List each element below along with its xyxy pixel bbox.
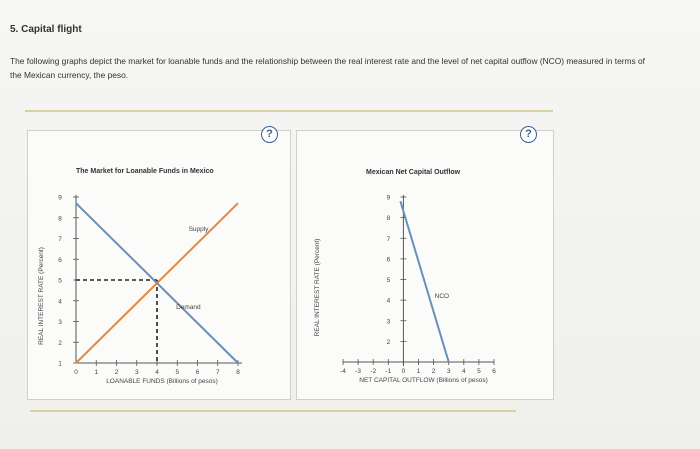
x-tick-label: 4 <box>155 369 159 376</box>
y-tick-label: 3 <box>386 318 391 326</box>
question-title: 5. Capital flight <box>10 24 82 35</box>
chart-title-loanable-funds: The Market for Loanable Funds in Mexico <box>76 168 214 175</box>
y-tick-label: 3 <box>58 319 62 326</box>
y-tick-label: 8 <box>58 215 62 223</box>
x-tick-label: -3 <box>355 368 361 375</box>
x-tick-label: 7 <box>215 369 220 376</box>
y-axis-label: REAL INTEREST RATE (Percent) <box>38 247 45 345</box>
x-axis-label: NET CAPITAL OUTFLOW (Billions of pesos) <box>359 377 488 384</box>
y-tick-label: 9 <box>58 194 62 202</box>
x-tick-label: 1 <box>94 369 99 376</box>
question-text: The following graphs depict the market for loanable funds and the relationship between the real interest rate and the level of net capital outflow (NCO) measured in terms of the Mexican currency, the peso. <box>10 56 645 80</box>
y-tick-label: 5 <box>58 277 62 285</box>
x-tick-label: -1 <box>385 368 392 375</box>
y-tick-label: 7 <box>58 236 62 243</box>
y-tick-label: 1 <box>58 360 62 368</box>
divider-bottom <box>30 410 516 412</box>
y-tick-label: 7 <box>386 235 391 243</box>
x-tick-label: 2 <box>431 368 436 375</box>
x-tick-label: -4 <box>340 368 346 375</box>
x-tick-label: 0 <box>401 368 406 375</box>
x-tick-label: 2 <box>114 369 119 376</box>
x-tick-label: 5 <box>477 368 481 375</box>
y-tick-label: 4 <box>386 297 391 305</box>
x-tick-label: 3 <box>446 368 451 375</box>
y-tick-label: 4 <box>58 298 62 306</box>
x-axis-label: LOANABLE FUNDS (Billions of pesos) <box>106 378 218 385</box>
chart-title-nco: Mexican Net Capital Outflow <box>366 169 461 176</box>
y-tick-label: 2 <box>386 338 391 346</box>
x-tick-label: 3 <box>134 369 139 376</box>
y-tick-label: 8 <box>386 215 391 223</box>
x-tick-label: 1 <box>416 368 421 375</box>
nco-label: NCO <box>434 293 450 301</box>
x-tick-label: 5 <box>175 369 180 376</box>
x-tick-label: 8 <box>236 369 240 376</box>
y-tick-label: 2 <box>58 339 62 347</box>
help-icon[interactable]: ? <box>520 126 537 143</box>
x-tick-label: 4 <box>461 368 466 375</box>
help-icon[interactable]: ? <box>261 126 278 143</box>
y-tick-label: 6 <box>58 256 62 264</box>
y-axis-label: REAL INTEREST RATE (Percent) <box>314 238 321 337</box>
x-tick-label: 0 <box>74 369 78 376</box>
x-tick-label: 6 <box>492 368 496 375</box>
nco-curve <box>400 201 448 362</box>
x-tick-label: 6 <box>195 369 200 376</box>
y-tick-label: 6 <box>386 256 391 264</box>
demand-label: Demand <box>176 304 201 312</box>
x-tick-label: -2 <box>370 368 377 375</box>
y-tick-label: 5 <box>386 277 391 284</box>
y-tick-label: 9 <box>386 194 391 202</box>
supply-label: Supply <box>188 226 209 234</box>
